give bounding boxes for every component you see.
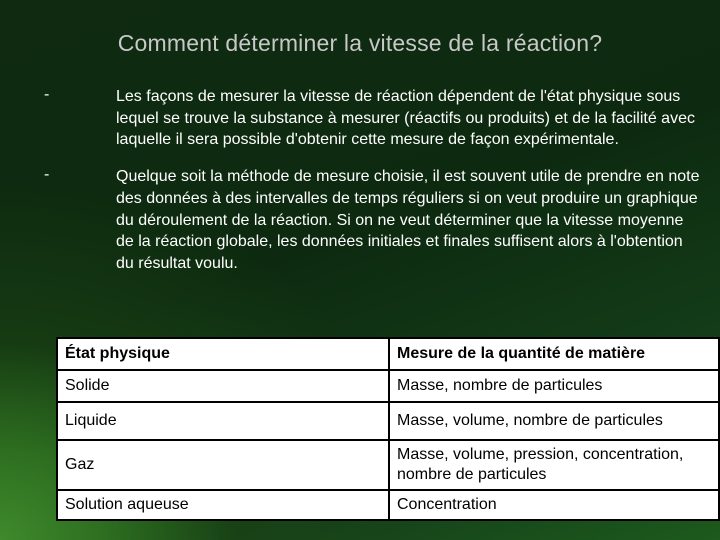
table-cell: Gaz <box>57 440 389 490</box>
table-row <box>57 402 719 440</box>
bullet-item <box>44 166 704 275</box>
bullet-marker: - <box>44 166 50 184</box>
table-cell: Concentration <box>389 490 719 520</box>
header-physical-state: État physique <box>57 338 389 370</box>
header-measurement: Mesure de la quantité de matière <box>389 338 719 370</box>
table-row <box>57 490 719 520</box>
table-header-row <box>57 338 719 370</box>
bullet-text: Les façons de mesurer la vitesse de réaction dépendent de l'état physique sous lequel se trouve la substance à mesurer (réactifs ou produits) et de la facilité avec laquelle il sera possible d'obtenir cette mesure de façon expérimentale. <box>116 88 695 149</box>
table-cell: Masse, volume, pression, concentration, nombre de particules <box>389 440 719 490</box>
table-cell: Liquide <box>57 402 389 440</box>
bullet-item <box>44 86 704 151</box>
table-cell: Masse, volume, nombre de particules <box>389 402 719 440</box>
bullet-text: Quelque soit la méthode de mesure choisie, il est souvent utile de prendre en note des données à des intervalles de temps réguliers si on veut produire un graphique du déroulement de la réaction. Si on ne veut déterminer que la vitesse moyenne de la réaction globale, les données initiales et finales suffisent alors à l'obtention du résultat voulu. <box>116 168 700 272</box>
table-row <box>57 440 719 490</box>
measurement-table <box>56 337 720 521</box>
table-row <box>57 370 719 402</box>
table-cell: Solution aqueuse <box>57 490 389 520</box>
bullet-list <box>44 86 704 290</box>
table-cell: Solide <box>57 370 389 402</box>
table-cell: Masse, nombre de particules <box>389 370 719 402</box>
slide-title: Comment déterminer la vitesse de la réaction? <box>117 30 603 56</box>
bullet-marker: - <box>44 86 50 103</box>
